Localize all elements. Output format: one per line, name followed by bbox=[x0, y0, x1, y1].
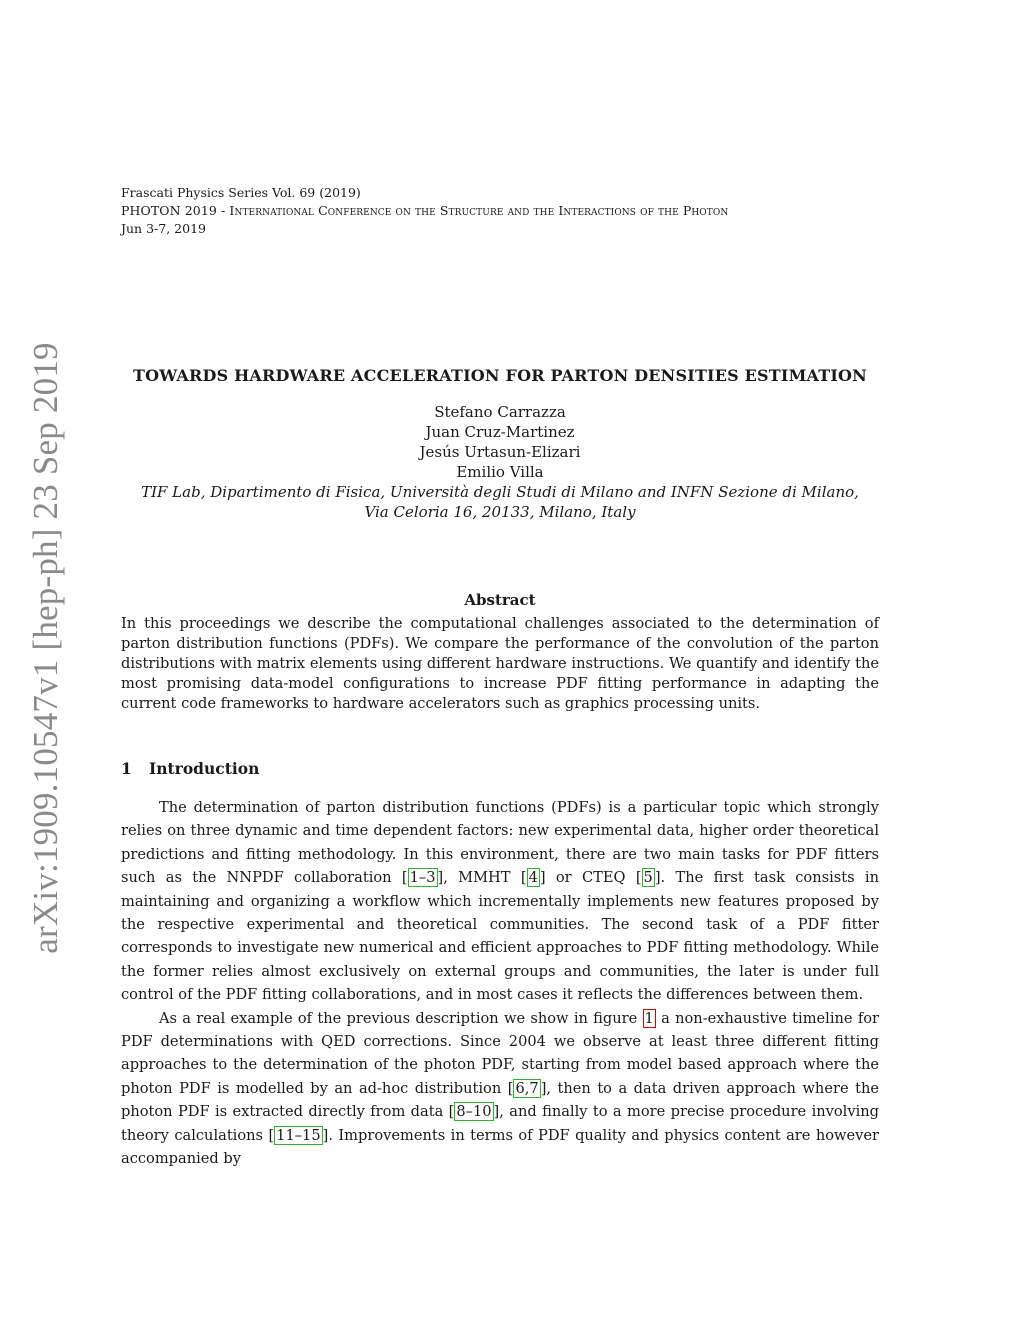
paragraph: The determination of parton distribution functions (PDFs) is a particular topic which strongly relies on three dynamic and time dependent factors: new experimental data, higher order theoretical predictions and fitting methodology. In this environment, there are two main tasks for PDF fitters such as the NNPDF collaboration [ 1–3 ], MMHT [ 4 ] or CTEQ [ 5 ]. The first task consists in maintaining and organizing a workflow which incrementally implements new features proposed by the respective experimental and theoretical communities. The second task of a PDF fitter corresponds to investigate new numerical and efficient approaches to PDF fitting methodology. While the former relies almost exclusively on external groups and communities, the later is under full control of the PDF fitting collaborations, and in most cases it reflects the differences between them. bbox=[121, 799, 879, 1004]
series-line: Frascati Physics Series Vol. 69 (2019) bbox=[121, 185, 361, 200]
text-run: As a real example of the previous description we show in figure bbox=[159, 1009, 643, 1027]
citation-link[interactable]: 6,7 bbox=[515, 1079, 539, 1097]
figure-link[interactable]: 1 bbox=[644, 1009, 654, 1027]
dates-line: Jun 3-7, 2019 bbox=[121, 221, 206, 236]
introduction-body bbox=[121, 796, 879, 1171]
conference-header bbox=[121, 184, 728, 238]
paragraph: As a real example of the previous description we show in figure 1 a non-exhaustive timeline for PDF determinations with QED corrections. Since 2004 we observe at least three different fitting approaches to the determination of the photon PDF, starting from model based approach where the photon PDF is modelled by an ad-hoc distribution [ 6,7 ], then to a data driven approach where the photon PDF is extracted directly from data [ 8–10 ], and finally to a more precise procedure involving theory calculations [ 11–15 ]. Improvements in terms of PDF quality and physics content are however accompanied by bbox=[121, 1009, 879, 1168]
author: Stefano Carrazza bbox=[434, 403, 566, 421]
affiliation bbox=[121, 482, 879, 522]
arxiv-stamp: arXiv:1909.10547v1 [hep-ph] 23 Sep 2019 bbox=[26, 342, 65, 954]
section-number: 1 bbox=[121, 759, 132, 778]
section-heading bbox=[121, 759, 259, 778]
citation-link[interactable]: 11–15 bbox=[276, 1126, 321, 1144]
section-title: Introduction bbox=[149, 759, 260, 778]
text-run: , MMHT bbox=[443, 869, 521, 887]
abstract-text: In this proceedings we describe the computational challenges associated to the determination of parton distribution functions (PDFs). We compare the performance of the convolution of the parton distributions with matrix elements using different hardware instructions. We quantify and identify the most promising data-model configurations to increase PDF fitting performance in adapting the current code frameworks to hardware accelerators such as graphics processing units. bbox=[121, 615, 879, 712]
citation-link[interactable]: 1–3 bbox=[409, 869, 436, 887]
text-run: a non-exhaustive timeline for PDF determinations with QED corrections. Since 2004 we observe at least three different fitting approaches to the determination of the photon PDF, starting from model based approach where the photon PDF is modelled by an ad-hoc distribution bbox=[121, 1009, 879, 1097]
author: Juan Cruz-Martinez bbox=[425, 423, 575, 441]
affiliation-line: Via Celoria 16, 20133, Milano, Italy bbox=[364, 503, 636, 521]
text-run: , then to a data driven approach where the photon PDF is extracted directly from data bbox=[121, 1079, 879, 1121]
citation-link[interactable]: 4 bbox=[528, 869, 538, 887]
citation-link[interactable]: 5 bbox=[643, 869, 653, 887]
text-run: . Improvements in terms of PDF quality and physics content are however accompanied by bbox=[121, 1126, 879, 1168]
text-run: The determination of parton distribution functions (PDFs) is a particular topic which strongly relies on three dynamic and time dependent factors: new experimental data, higher order theoretical predictions and fitting methodology. In this environment, there are two main tasks for PDF fitters such as the NNPDF collaboration bbox=[121, 799, 879, 887]
paper-title: TOWARDS HARDWARE ACCELERATION FOR PARTON DENSITIES ESTIMATION bbox=[133, 366, 867, 385]
text-run: , and finally to a more precise procedure involving theory calculations bbox=[121, 1103, 879, 1144]
text-run: . The first task consists in maintaining and organizing a workflow which incrementally implements new features proposed by the respective experimental and theoretical communities. The second task of a PDF fitter corresponds to investigate new numerical and efficient approaches to PDF fitting methodology. While the former relies almost exclusively on external groups and communities, the later is under full control of the PDF fitting collaborations, and in most cases it reflects the differences between them. bbox=[121, 869, 879, 1004]
author: Emilio Villa bbox=[456, 463, 544, 481]
abstract-heading: Abstract bbox=[464, 591, 536, 609]
text-run: or CTEQ bbox=[545, 869, 636, 887]
author-list bbox=[121, 402, 879, 482]
conference-line: PHOTON 2019 - International Conference on the Structure and the Interactions of the Photon bbox=[121, 203, 729, 218]
citation-link[interactable]: 8–10 bbox=[456, 1103, 492, 1121]
author: Jesús Urtasun-Elizari bbox=[419, 443, 581, 461]
affiliation-line: TIF Lab, Dipartimento di Fisica, Università degli Studi di Milano and INFN Sezione di Milano, bbox=[141, 483, 859, 501]
